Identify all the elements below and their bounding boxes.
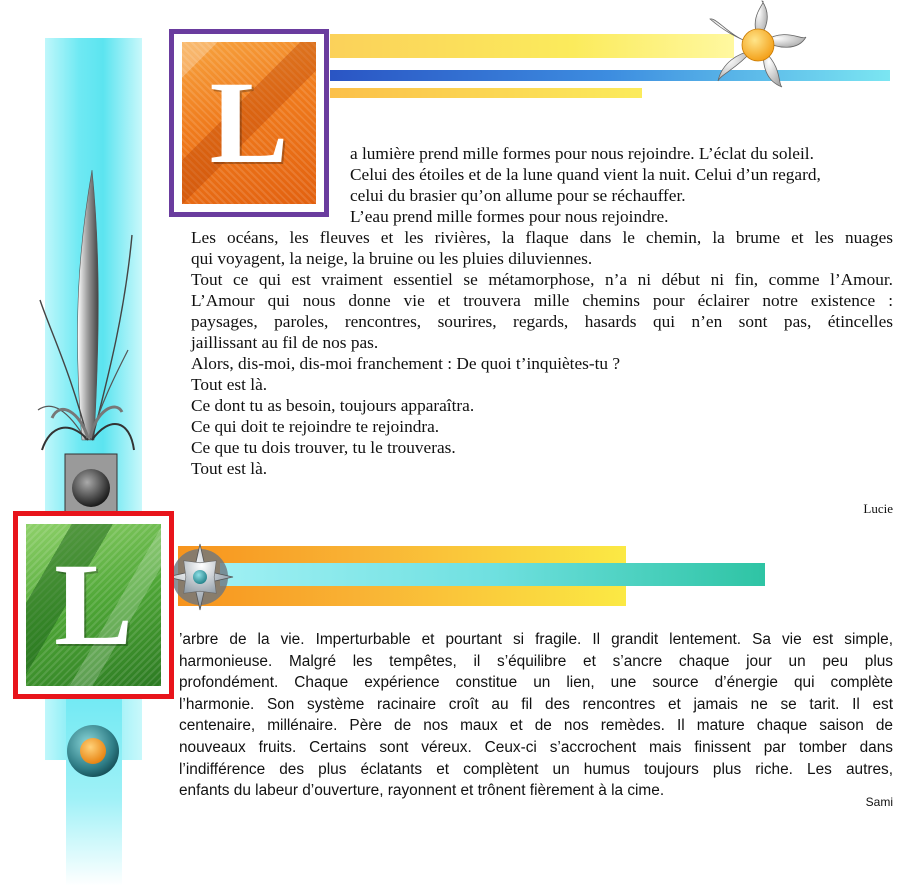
text-line: L’Amour qui nous donne vie et trouvera mille chemins pour éclairer notre existence : (191, 291, 893, 310)
dropcap-frame-purple (169, 29, 329, 217)
dropcap-background-green (26, 524, 161, 686)
text-line: enfants du labeur d’ouverture, rayonnent et trônent fièrement à la cime. (179, 782, 665, 800)
text-line: celui du brasier qu’on allume pour se réchauffer. (350, 186, 686, 205)
text-line: paysages, paroles, rencontres, sourires, regards, hasards qui n’en sont pas, étincelles (191, 312, 893, 331)
paragraph-body (191, 227, 893, 479)
text-line: l’indifférence des plus éclatants et complètent un humus toujours plus riche. Les autres, (179, 760, 893, 778)
section2-bar-teal (220, 563, 765, 586)
text-line: centenaire, millénaire. Père de nos maux et de nos remèdes. Il mature chaque saison de (179, 717, 893, 735)
header-bar-yellow-thin (330, 88, 642, 98)
text-line: ’arbre de la vie. Imperturbable et pourtant si fragile. Il grandit lentement. Sa vie est simple, (179, 631, 893, 648)
text-line: Celui des étoiles et de la lune quand vient la nuit. Celui d’un regard, (350, 165, 821, 184)
text-line: harmonieuse. Malgré les tempêtes, il s’équilibre et s’ancre chaque jour un peu plus (179, 652, 893, 670)
orange-orb-ornament (62, 720, 124, 782)
plant-illustration (30, 150, 150, 520)
text-line: Tout ce qui est vraiment essentiel se métamorphose, n’a ni début ni fin, comme l’Amour. (191, 270, 893, 289)
dropcap-letter: L (209, 57, 289, 188)
text-line: Les océans, les fleuves et les rivières, la flaque dans le chemin, la brume et les nuages (191, 228, 893, 247)
paragraph-arbre (179, 629, 893, 802)
signature-lucie: Lucie (863, 501, 893, 516)
text-line: Alors, dis-moi, dis-moi franchement : De quoi t’inquiètes-tu ? (191, 354, 621, 373)
text-line: qui voyagent, la neige, la bruine ou les pluies diluviennes. (191, 249, 593, 268)
header-bar-yellow (330, 34, 734, 58)
flower-sun-ornament (700, 0, 810, 90)
paragraph-intro (350, 143, 893, 227)
text-line: Tout est là. (191, 459, 268, 478)
text-line: L’eau prend mille formes pour nous rejoindre. (350, 207, 669, 226)
text-line: Ce que tu dois trouver, tu le trouveras. (191, 438, 456, 457)
signature-sami: Sami (865, 795, 893, 809)
text-line: Ce qui doit te rejoindre te rejoindra. (191, 417, 440, 436)
dropcap-background-orange (182, 42, 316, 204)
dropcap-frame-red (13, 511, 174, 699)
text-line: Tout est là. (191, 375, 268, 394)
text-line: profondément. Chaque expérience constitue un lien, une source d’énergie qui complète (179, 674, 893, 692)
text-line: a lumière prend mille formes pour nous rejoindre. L’éclat du soleil. (350, 144, 814, 163)
text-line: Ce dont tu as besoin, toujours apparaîtra. (191, 396, 475, 415)
text-line: jaillissant au fil de nos pas. (191, 333, 379, 352)
text-line: nouveaux fruits. Certains sont véreux. Ceux-ci s’accrochent mais finissent par tomber dans (179, 738, 893, 756)
text-line: l’harmonie. Son système racinaire croît au fil des rencontres et jamais ne se tarit. Il est (179, 695, 893, 713)
silver-star-ornament (165, 542, 235, 612)
dropcap-letter: L (54, 539, 133, 670)
